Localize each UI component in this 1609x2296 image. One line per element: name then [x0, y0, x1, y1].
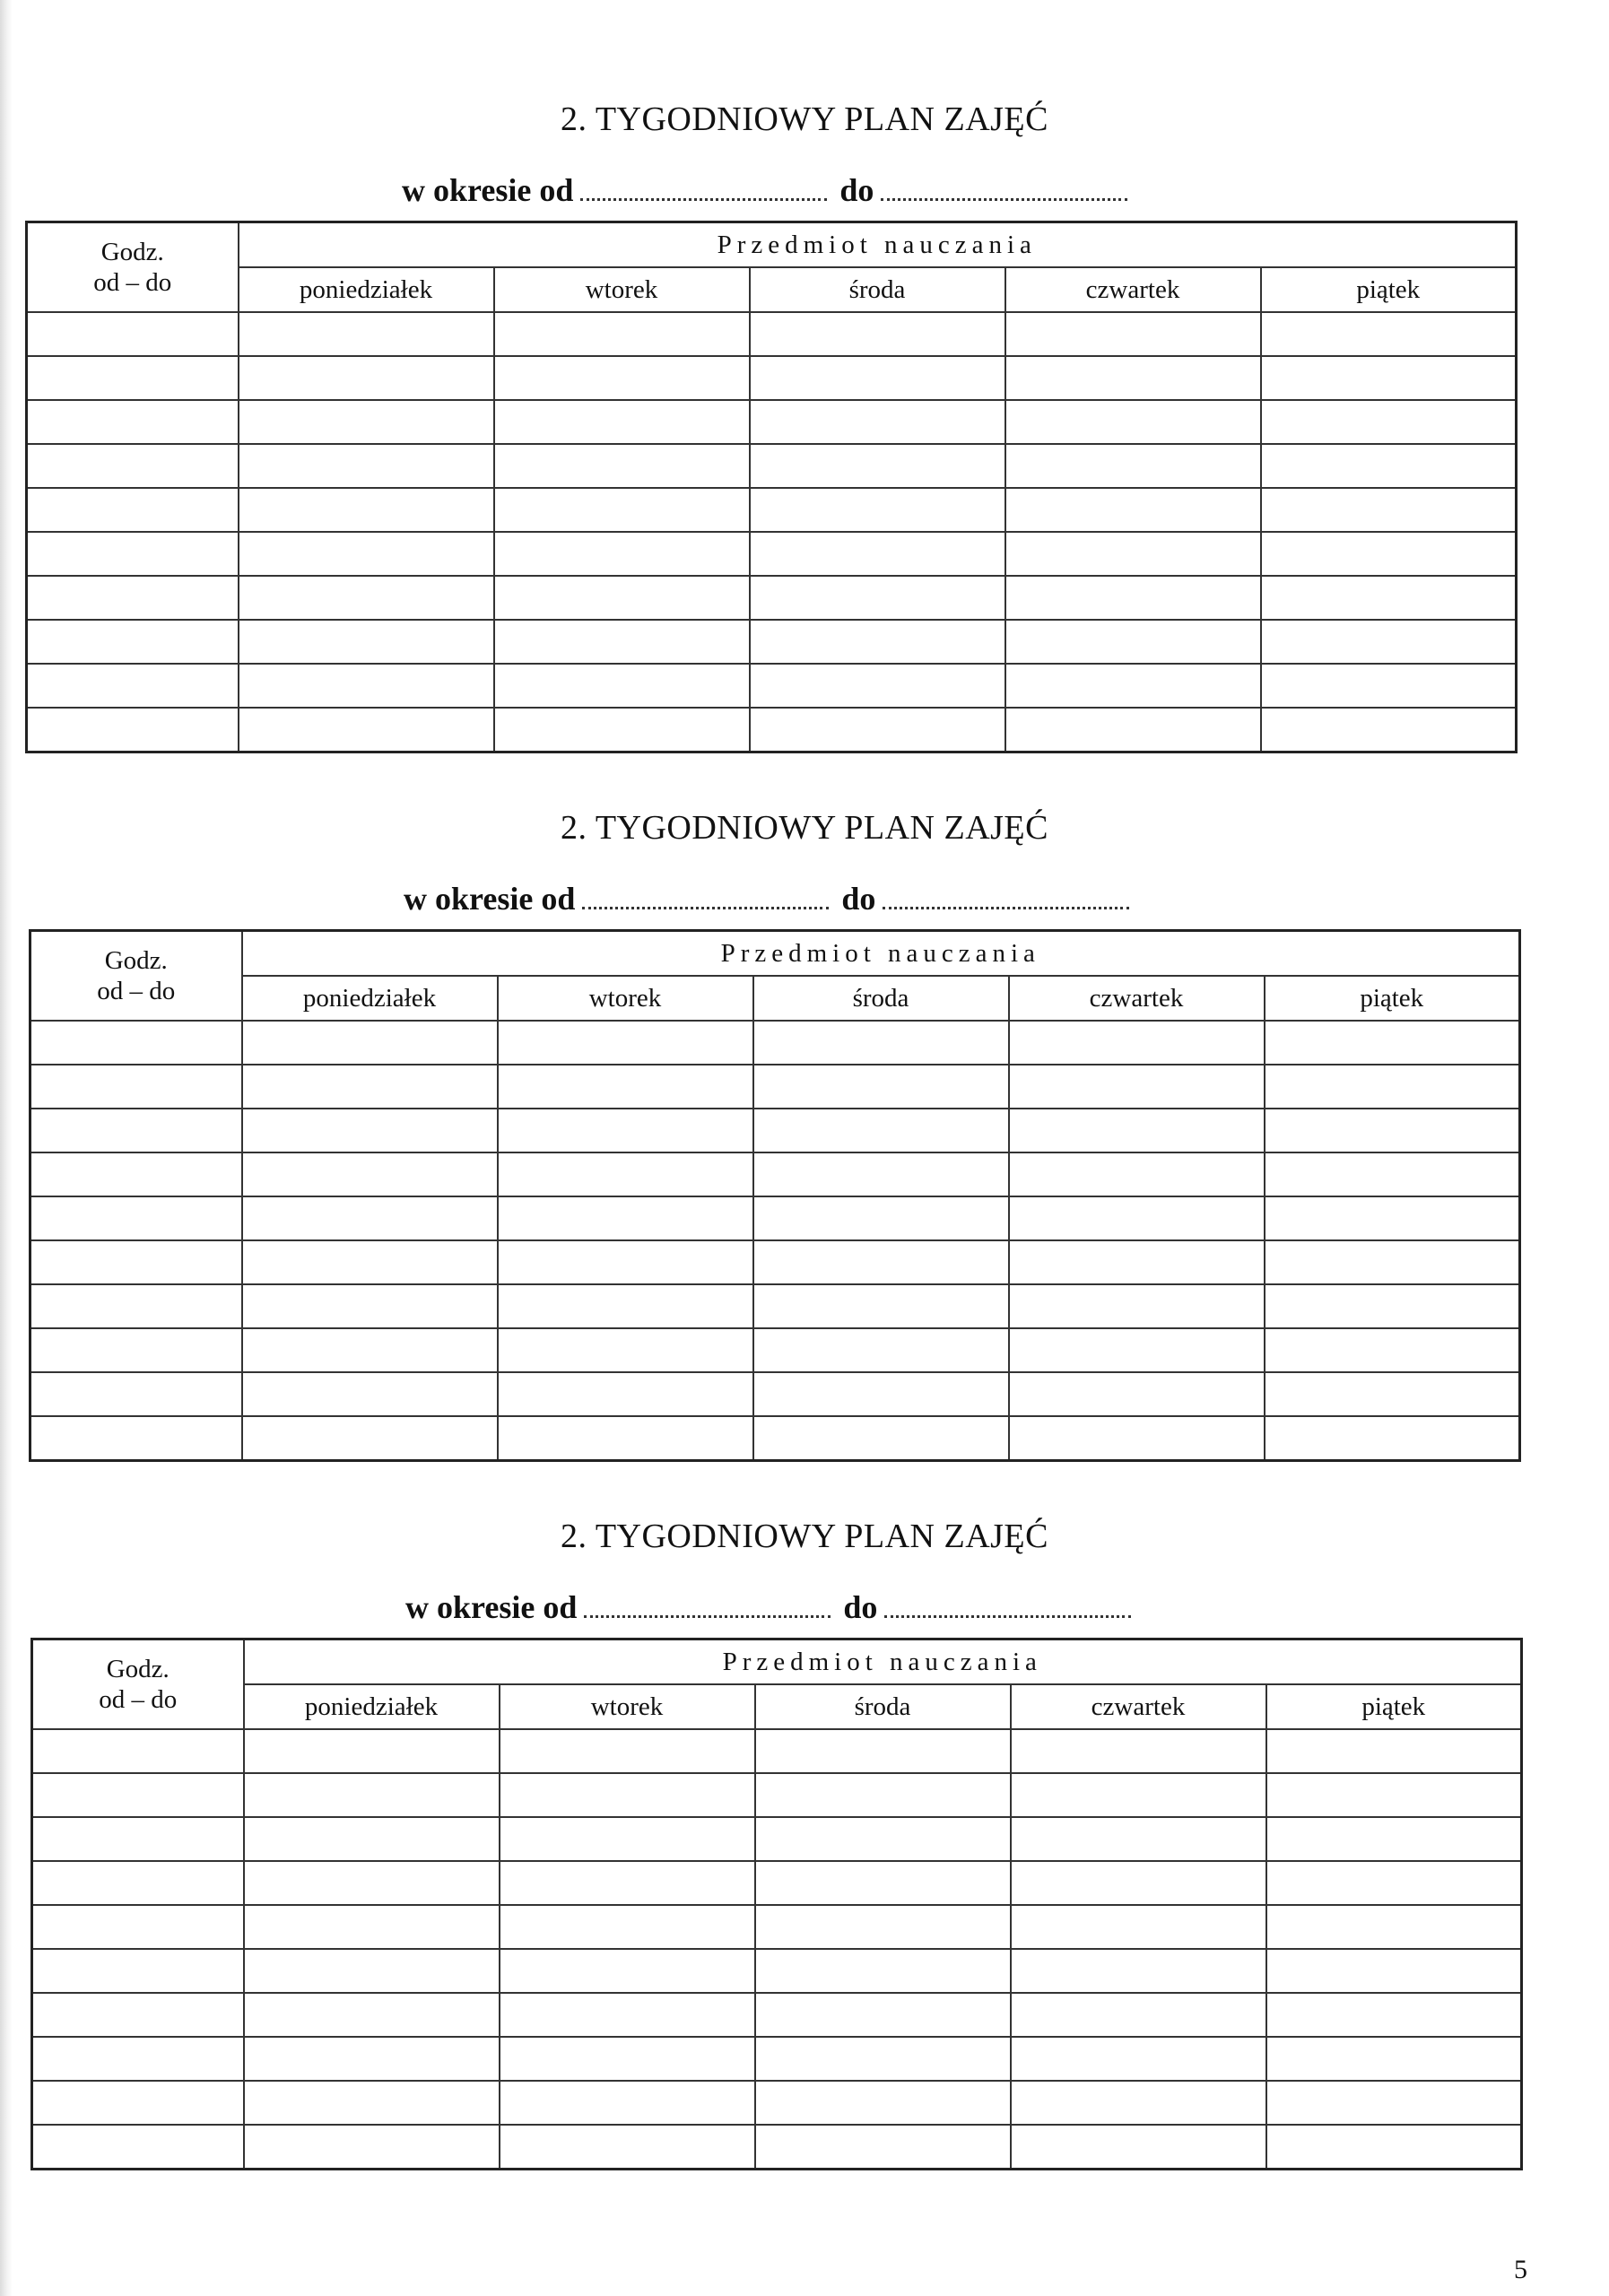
- table-row: [32, 2037, 1522, 2081]
- lesson-cell[interactable]: [1265, 1065, 1520, 1109]
- lesson-cell[interactable]: [1009, 1065, 1265, 1109]
- lesson-cell[interactable]: [1265, 1284, 1520, 1328]
- lesson-cell[interactable]: [753, 1284, 1009, 1328]
- lesson-cell[interactable]: [242, 1021, 498, 1065]
- hours-column-header: [30, 931, 242, 1022]
- day-header: środa: [750, 267, 1005, 312]
- lesson-cell[interactable]: [242, 1109, 498, 1152]
- lesson-cell[interactable]: [242, 1065, 498, 1109]
- lesson-cell[interactable]: [244, 1949, 500, 1993]
- lesson-cell[interactable]: [1265, 1152, 1520, 1196]
- table-row: [30, 1328, 1520, 1372]
- lesson-cell[interactable]: [1265, 1328, 1520, 1372]
- day-header: poniedziałek: [239, 267, 494, 312]
- table-row: [32, 1949, 1522, 1993]
- lesson-cell[interactable]: [1011, 1817, 1266, 1861]
- period-to-label: do: [839, 172, 874, 208]
- lesson-cell[interactable]: [494, 444, 750, 488]
- hour-cell[interactable]: [32, 2037, 244, 2081]
- lesson-cell[interactable]: [1009, 1240, 1265, 1284]
- lesson-cell[interactable]: [1261, 356, 1517, 400]
- hours-header-line2: od – do: [99, 1685, 178, 1714]
- period-to-label: do: [843, 1589, 878, 1625]
- lesson-cell[interactable]: [1009, 1372, 1265, 1416]
- lesson-cell[interactable]: [242, 1196, 498, 1240]
- hours-header-line1: Godz.: [104, 946, 168, 975]
- day-header: wtorek: [494, 267, 750, 312]
- hour-cell[interactable]: [30, 1372, 242, 1416]
- lesson-cell[interactable]: [500, 1817, 755, 1861]
- lesson-cell[interactable]: [1009, 1152, 1265, 1196]
- lesson-cell[interactable]: [244, 1773, 500, 1817]
- lesson-cell[interactable]: [239, 400, 494, 444]
- lesson-cell[interactable]: [498, 1152, 753, 1196]
- subject-header: Przedmiot nauczania: [239, 222, 1517, 268]
- lesson-cell[interactable]: [750, 312, 1005, 356]
- lesson-cell[interactable]: [244, 1905, 500, 1949]
- lesson-cell[interactable]: [1261, 400, 1517, 444]
- lesson-cell[interactable]: [244, 1993, 500, 2037]
- hour-cell[interactable]: [30, 1284, 242, 1328]
- lesson-cell[interactable]: [1011, 1993, 1266, 2037]
- lesson-cell[interactable]: [239, 356, 494, 400]
- lesson-cell[interactable]: [494, 312, 750, 356]
- table-row: [27, 708, 1517, 752]
- table-row: [32, 1773, 1522, 1817]
- day-header: czwartek: [1005, 267, 1261, 312]
- lesson-cell[interactable]: [244, 1861, 500, 1905]
- lesson-cell[interactable]: [755, 2125, 1011, 2170]
- lesson-cell[interactable]: [498, 1372, 753, 1416]
- day-header: środa: [755, 1684, 1011, 1729]
- hour-cell[interactable]: [27, 708, 239, 752]
- subject-header: Przedmiot nauczania: [244, 1639, 1522, 1685]
- lesson-cell[interactable]: [1005, 620, 1261, 664]
- period-line: [402, 170, 1140, 210]
- hour-cell[interactable]: [30, 1021, 242, 1065]
- table-row: [30, 1065, 1520, 1109]
- lesson-cell[interactable]: [1266, 2125, 1522, 2170]
- lesson-cell[interactable]: [498, 1328, 753, 1372]
- lesson-cell[interactable]: [494, 400, 750, 444]
- timetable-grid: [25, 221, 1518, 753]
- table-row: [30, 1196, 1520, 1240]
- hour-cell[interactable]: [30, 1065, 242, 1109]
- day-header: poniedziałek: [244, 1684, 500, 1729]
- lesson-cell[interactable]: [1011, 1905, 1266, 1949]
- lesson-cell[interactable]: [498, 1109, 753, 1152]
- timetable-grid: [30, 1638, 1523, 2170]
- hour-cell[interactable]: [32, 1729, 244, 1773]
- lesson-cell[interactable]: [1011, 1861, 1266, 1905]
- day-header: piątek: [1266, 1684, 1522, 1729]
- lesson-cell[interactable]: [1266, 1861, 1522, 1905]
- table-row: [30, 1416, 1520, 1461]
- period-from-label: w okresie od: [402, 172, 574, 208]
- day-header: czwartek: [1009, 976, 1265, 1021]
- table-row: [27, 356, 1517, 400]
- lesson-cell[interactable]: [242, 1152, 498, 1196]
- lesson-cell[interactable]: [239, 488, 494, 532]
- lesson-cell[interactable]: [1266, 2037, 1522, 2081]
- lesson-cell[interactable]: [494, 708, 750, 752]
- lesson-cell[interactable]: [244, 2125, 500, 2170]
- lesson-cell[interactable]: [239, 444, 494, 488]
- table-row: [27, 664, 1517, 708]
- day-header: wtorek: [498, 976, 753, 1021]
- lesson-cell[interactable]: [1005, 312, 1261, 356]
- lesson-cell[interactable]: [1011, 1773, 1266, 1817]
- lesson-cell[interactable]: [753, 1196, 1009, 1240]
- hour-cell[interactable]: [32, 1773, 244, 1817]
- hour-cell[interactable]: [32, 1817, 244, 1861]
- hour-cell[interactable]: [30, 1240, 242, 1284]
- lesson-cell[interactable]: [494, 488, 750, 532]
- table-row: [32, 2125, 1522, 2170]
- lesson-cell[interactable]: [498, 1284, 753, 1328]
- hours-header-line2: od – do: [93, 268, 172, 297]
- hour-cell[interactable]: [27, 664, 239, 708]
- lesson-cell[interactable]: [494, 576, 750, 620]
- period-to-field[interactable]: [881, 171, 1127, 201]
- table-row: [27, 488, 1517, 532]
- lesson-cell[interactable]: [239, 312, 494, 356]
- hour-cell[interactable]: [30, 1196, 242, 1240]
- table-row: [32, 1817, 1522, 1861]
- period-from-field[interactable]: [582, 880, 829, 909]
- lesson-cell[interactable]: [1005, 400, 1261, 444]
- table-row: [30, 1372, 1520, 1416]
- lesson-cell[interactable]: [755, 1861, 1011, 1905]
- period-to-field[interactable]: [884, 1588, 1131, 1618]
- day-header: piątek: [1265, 976, 1520, 1021]
- period-line: [405, 1587, 1144, 1627]
- lesson-cell[interactable]: [498, 1240, 753, 1284]
- hour-cell[interactable]: [30, 1109, 242, 1152]
- lesson-cell[interactable]: [1261, 444, 1517, 488]
- period-to-field[interactable]: [883, 880, 1129, 909]
- lesson-cell[interactable]: [753, 1021, 1009, 1065]
- table-row: [32, 1905, 1522, 1949]
- lesson-cell[interactable]: [1011, 1949, 1266, 1993]
- lesson-cell[interactable]: [755, 1993, 1011, 2037]
- lesson-cell[interactable]: [755, 1949, 1011, 1993]
- lesson-cell[interactable]: [753, 1328, 1009, 1372]
- hour-cell[interactable]: [30, 1416, 242, 1461]
- lesson-cell[interactable]: [1009, 1196, 1265, 1240]
- lesson-cell[interactable]: [1005, 664, 1261, 708]
- lesson-cell[interactable]: [242, 1328, 498, 1372]
- lesson-cell[interactable]: [1261, 532, 1517, 576]
- lesson-cell[interactable]: [1011, 2037, 1266, 2081]
- lesson-cell[interactable]: [1011, 1729, 1266, 1773]
- hour-cell[interactable]: [27, 532, 239, 576]
- lesson-cell[interactable]: [1265, 1416, 1520, 1461]
- lesson-cell[interactable]: [1266, 1905, 1522, 1949]
- plan-title: 2. TYGODNIOWY PLAN ZAJĘĆ: [561, 100, 1048, 138]
- lesson-cell[interactable]: [1005, 488, 1261, 532]
- lesson-cell[interactable]: [755, 2037, 1011, 2081]
- lesson-cell[interactable]: [753, 1065, 1009, 1109]
- hour-cell[interactable]: [32, 1949, 244, 1993]
- lesson-cell[interactable]: [239, 576, 494, 620]
- lesson-cell[interactable]: [1009, 1109, 1265, 1152]
- lesson-cell[interactable]: [1009, 1328, 1265, 1372]
- lesson-cell[interactable]: [755, 2081, 1011, 2125]
- hours-column-header: [32, 1639, 244, 1730]
- lesson-cell[interactable]: [494, 356, 750, 400]
- table-row: [30, 1240, 1520, 1284]
- lesson-cell[interactable]: [1266, 1729, 1522, 1773]
- lesson-cell[interactable]: [750, 356, 1005, 400]
- lesson-cell[interactable]: [1266, 2081, 1522, 2125]
- day-header: wtorek: [500, 1684, 755, 1729]
- table-row: [27, 576, 1517, 620]
- lesson-cell[interactable]: [1265, 1240, 1520, 1284]
- lesson-cell[interactable]: [1005, 356, 1261, 400]
- lesson-cell[interactable]: [494, 620, 750, 664]
- lesson-cell[interactable]: [750, 576, 1005, 620]
- day-header: środa: [753, 976, 1009, 1021]
- lesson-cell[interactable]: [242, 1240, 498, 1284]
- lesson-cell[interactable]: [500, 1729, 755, 1773]
- lesson-cell[interactable]: [1261, 620, 1517, 664]
- day-header: czwartek: [1011, 1684, 1266, 1729]
- lesson-cell[interactable]: [1011, 2081, 1266, 2125]
- lesson-cell[interactable]: [1266, 1817, 1522, 1861]
- period-to-label: do: [841, 881, 876, 917]
- lesson-cell[interactable]: [753, 1416, 1009, 1461]
- lesson-cell[interactable]: [750, 532, 1005, 576]
- table-row: [27, 400, 1517, 444]
- hours-column-header: [27, 222, 239, 313]
- lesson-cell[interactable]: [239, 708, 494, 752]
- lesson-cell[interactable]: [500, 1773, 755, 1817]
- lesson-cell[interactable]: [498, 1065, 753, 1109]
- lesson-cell[interactable]: [1265, 1196, 1520, 1240]
- hour-cell[interactable]: [27, 356, 239, 400]
- timetable-grid: [29, 929, 1521, 1462]
- lesson-cell[interactable]: [500, 1993, 755, 2037]
- lesson-cell[interactable]: [1011, 2125, 1266, 2170]
- lesson-cell[interactable]: [500, 1861, 755, 1905]
- day-header: piątek: [1261, 267, 1517, 312]
- lesson-cell[interactable]: [500, 1949, 755, 1993]
- lesson-cell[interactable]: [1005, 532, 1261, 576]
- lesson-cell[interactable]: [1005, 708, 1261, 752]
- lesson-cell[interactable]: [1266, 1949, 1522, 1993]
- table-row: [30, 1284, 1520, 1328]
- hour-cell[interactable]: [27, 576, 239, 620]
- period-line: [404, 879, 1142, 918]
- table-row: [30, 1152, 1520, 1196]
- period-from-label: w okresie od: [404, 881, 576, 917]
- lesson-cell[interactable]: [244, 1729, 500, 1773]
- period-from-label: w okresie od: [405, 1589, 578, 1625]
- table-row: [32, 1729, 1522, 1773]
- lesson-cell[interactable]: [753, 1109, 1009, 1152]
- lesson-cell[interactable]: [242, 1284, 498, 1328]
- lesson-cell[interactable]: [755, 1817, 1011, 1861]
- table-row: [32, 1861, 1522, 1905]
- hours-header-line1: Godz.: [106, 1655, 170, 1683]
- lesson-cell[interactable]: [753, 1240, 1009, 1284]
- period-from-field[interactable]: [584, 1588, 831, 1618]
- hour-cell[interactable]: [27, 400, 239, 444]
- lesson-cell[interactable]: [1261, 664, 1517, 708]
- lesson-cell[interactable]: [1261, 488, 1517, 532]
- lesson-cell[interactable]: [239, 664, 494, 708]
- lesson-cell[interactable]: [244, 2037, 500, 2081]
- lesson-cell[interactable]: [755, 1729, 1011, 1773]
- hour-cell[interactable]: [32, 2081, 244, 2125]
- lesson-cell[interactable]: [500, 2125, 755, 2170]
- lesson-cell[interactable]: [753, 1152, 1009, 1196]
- table-row: [27, 620, 1517, 664]
- hour-cell[interactable]: [32, 1861, 244, 1905]
- day-header: poniedziałek: [242, 976, 498, 1021]
- lesson-cell[interactable]: [498, 1196, 753, 1240]
- lesson-cell[interactable]: [1265, 1109, 1520, 1152]
- lesson-cell[interactable]: [1261, 576, 1517, 620]
- lesson-cell[interactable]: [750, 488, 1005, 532]
- lesson-cell[interactable]: [244, 1817, 500, 1861]
- plan-title: 2. TYGODNIOWY PLAN ZAJĘĆ: [561, 1518, 1048, 1555]
- lesson-cell[interactable]: [1009, 1416, 1265, 1461]
- hour-cell[interactable]: [30, 1328, 242, 1372]
- lesson-cell[interactable]: [750, 664, 1005, 708]
- lesson-cell[interactable]: [1009, 1284, 1265, 1328]
- lesson-cell[interactable]: [1265, 1372, 1520, 1416]
- lesson-cell[interactable]: [239, 620, 494, 664]
- lesson-cell[interactable]: [1005, 576, 1261, 620]
- subject-header: Przedmiot nauczania: [242, 931, 1520, 977]
- hour-cell[interactable]: [27, 488, 239, 532]
- table-row: [30, 1021, 1520, 1065]
- lesson-cell[interactable]: [1261, 708, 1517, 752]
- page-edge-shadow: [0, 0, 13, 2296]
- lesson-cell[interactable]: [1261, 312, 1517, 356]
- lesson-cell[interactable]: [755, 1773, 1011, 1817]
- lesson-cell[interactable]: [755, 1905, 1011, 1949]
- lesson-cell[interactable]: [242, 1416, 498, 1461]
- lesson-cell[interactable]: [1005, 444, 1261, 488]
- lesson-cell[interactable]: [1009, 1021, 1265, 1065]
- hour-cell[interactable]: [27, 312, 239, 356]
- plan-title: 2. TYGODNIOWY PLAN ZAJĘĆ: [561, 809, 1048, 847]
- lesson-cell[interactable]: [498, 1021, 753, 1065]
- table-row: [27, 312, 1517, 356]
- page-number: 5: [1514, 2255, 1527, 2284]
- lesson-cell[interactable]: [494, 664, 750, 708]
- table-row: [27, 532, 1517, 576]
- lesson-cell[interactable]: [753, 1372, 1009, 1416]
- lesson-cell[interactable]: [500, 1905, 755, 1949]
- lesson-cell[interactable]: [1266, 1773, 1522, 1817]
- hours-header-line1: Godz.: [100, 238, 164, 266]
- lesson-cell[interactable]: [750, 620, 1005, 664]
- lesson-cell[interactable]: [242, 1372, 498, 1416]
- lesson-cell[interactable]: [498, 1416, 753, 1461]
- hours-header-line2: od – do: [97, 977, 176, 1005]
- lesson-cell[interactable]: [500, 2037, 755, 2081]
- period-from-field[interactable]: [580, 171, 827, 201]
- lesson-cell[interactable]: [1266, 1993, 1522, 2037]
- hour-cell[interactable]: [27, 620, 239, 664]
- hour-cell[interactable]: [30, 1152, 242, 1196]
- hour-cell[interactable]: [32, 2125, 244, 2170]
- lesson-cell[interactable]: [1265, 1021, 1520, 1065]
- lesson-cell[interactable]: [750, 444, 1005, 488]
- lesson-cell[interactable]: [239, 532, 494, 576]
- lesson-cell[interactable]: [500, 2081, 755, 2125]
- lesson-cell[interactable]: [244, 2081, 500, 2125]
- hour-cell[interactable]: [32, 1905, 244, 1949]
- table-row: [27, 444, 1517, 488]
- table-row: [32, 2081, 1522, 2125]
- table-row: [32, 1993, 1522, 2037]
- hour-cell[interactable]: [27, 444, 239, 488]
- lesson-cell[interactable]: [494, 532, 750, 576]
- lesson-cell[interactable]: [750, 400, 1005, 444]
- hour-cell[interactable]: [32, 1993, 244, 2037]
- lesson-cell[interactable]: [750, 708, 1005, 752]
- table-row: [30, 1109, 1520, 1152]
